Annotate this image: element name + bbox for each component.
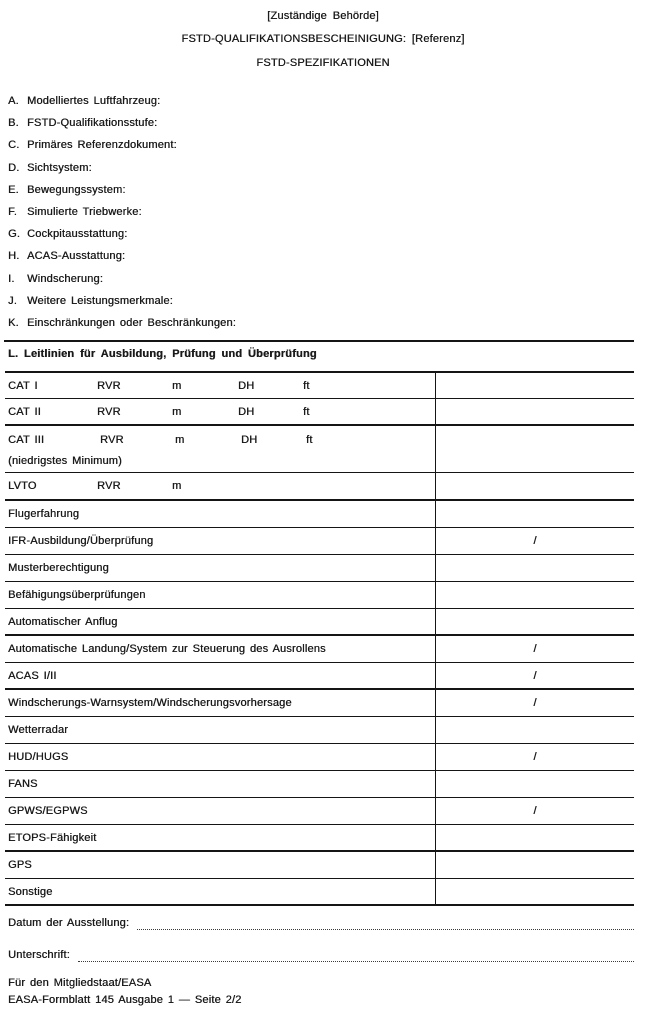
item-letter: I. [8, 272, 15, 285]
row-label-cell [5, 690, 436, 716]
authority-line: [Zuständige Behörde] [267, 10, 379, 22]
row-value-cell [436, 798, 634, 824]
dh-label: DH [238, 379, 255, 392]
row-label: Windscherungs-Warnsystem/Windscherungsvorhersage [8, 697, 292, 709]
row-value-slash: / [533, 669, 537, 682]
row-note: (niedrigstes Minimum) [8, 455, 122, 467]
row-label-cell [5, 373, 436, 398]
item-label: Primäres Referenzdokument: [27, 139, 177, 152]
row-label: GPWS/EGPWS [8, 805, 88, 817]
issue-date-fill-line [137, 917, 634, 930]
footer [8, 975, 241, 1010]
item-label: Bewegungssystem: [27, 183, 126, 196]
row-value-cell [436, 717, 634, 743]
row-label-cell [5, 399, 436, 424]
spec-item-i [8, 268, 636, 290]
row-label-cell [5, 609, 436, 634]
row-label: CAT I [8, 379, 38, 392]
rvr-label: RVR [100, 434, 124, 446]
item-letter: D. [8, 161, 20, 174]
row-value-cell [436, 771, 634, 797]
signature-row [8, 949, 634, 963]
table-row-cat1 [5, 373, 634, 399]
table-row-ifr [5, 528, 634, 555]
row-label: Wetterradar [8, 724, 69, 736]
spec-item-c [8, 134, 636, 156]
table-row-gpws [5, 798, 634, 825]
table-row-flugerfahrung [5, 501, 634, 528]
row-label-cell [5, 636, 436, 662]
row-value-cell [436, 879, 634, 904]
item-label: Einschränkungen oder Beschränkungen: [27, 317, 236, 330]
row-label-line [8, 429, 435, 451]
row-label-cell [5, 825, 436, 850]
dh-label: DH [241, 434, 258, 446]
row-label: Sonstige [8, 885, 53, 898]
row-value-cell [436, 852, 634, 878]
meters-label: m [172, 379, 182, 392]
row-label-cell [5, 852, 436, 878]
rvr-label: RVR [97, 405, 121, 418]
item-label: Simulierte Triebwerke: [27, 206, 142, 219]
row-label: CAT II [8, 405, 41, 418]
dh-label: DH [238, 405, 255, 418]
row-label-cell [5, 582, 436, 608]
feet-label: ft [306, 434, 313, 446]
row-label: ETOPS-Fähigkeit [8, 831, 97, 844]
row-value-slash: / [533, 643, 537, 655]
table-row-windscherung [5, 690, 634, 717]
row-value-cell [436, 399, 634, 424]
row-value-cell [436, 663, 634, 688]
row-value-cell [436, 636, 634, 662]
table-row-lvto [5, 473, 634, 501]
footer-form-reference: EASA-Formblatt 145 Ausgabe 1 — Seite 2/2 [8, 994, 242, 1007]
row-label-cell [5, 555, 436, 581]
item-letter: F. [8, 206, 17, 219]
row-label: LVTO [8, 480, 37, 492]
table-row-cat3 [5, 426, 634, 473]
row-label: GPS [8, 859, 32, 871]
spec-item-e [8, 179, 636, 201]
item-label: Modelliertes Luftfahrzeug: [27, 95, 161, 107]
item-label: Cockpitausstattung: [27, 228, 128, 241]
row-value-slash: / [533, 751, 537, 763]
row-label-cell [5, 663, 436, 688]
item-label: Windscherung: [27, 272, 103, 285]
row-label-cell [5, 798, 436, 824]
table-row-fans [5, 771, 634, 798]
table-row-befaehigung [5, 582, 634, 609]
row-value-cell [436, 501, 634, 527]
row-label-cell [5, 879, 436, 904]
meters-label: m [172, 405, 182, 418]
item-label: Sichtsystem: [27, 161, 92, 174]
guidelines-table [5, 371, 634, 906]
item-label: Weitere Leistungsmerkmale: [27, 294, 173, 307]
item-letter: G. [8, 228, 21, 241]
row-label-cell [5, 717, 436, 743]
item-letter: B. [8, 117, 19, 130]
row-label-cell [5, 473, 436, 499]
row-label-cell [5, 426, 436, 472]
guidelines-heading: L. Leitlinien für Ausbildung, Prüfung und Überprüfung [8, 348, 317, 360]
issue-date-label: Datum der Ausstellung: [8, 917, 130, 929]
feet-label: ft [303, 405, 310, 418]
row-value-slash: / [533, 805, 537, 817]
row-value-cell [436, 609, 634, 634]
row-label: Automatische Landung/System zur Steuerung des Ausrollens [8, 643, 326, 655]
row-value-slash: / [533, 535, 537, 547]
spec-item-d [8, 157, 636, 179]
signature-label: Unterschrift: [8, 949, 70, 961]
table-row-acas [5, 663, 634, 690]
spec-item-g [8, 223, 636, 245]
row-label-cell [5, 744, 436, 770]
row-value-cell [436, 555, 634, 581]
item-letter: A. [8, 95, 19, 107]
item-label: FSTD-Qualifikationsstufe: [27, 117, 158, 130]
issue-date-row [8, 917, 634, 931]
footer-member-state: Für den Mitgliedstaat/EASA [8, 977, 152, 989]
rvr-label: RVR [97, 379, 121, 392]
spec-item-f [8, 201, 636, 223]
spec-item-j [8, 290, 636, 312]
row-label-cell [5, 501, 436, 527]
spec-item-k [8, 312, 636, 334]
table-row-sonstige [5, 879, 634, 906]
item-letter: K. [8, 317, 19, 330]
row-label: Flugerfahrung [8, 508, 80, 520]
row-value-cell [436, 473, 634, 499]
row-label: FANS [8, 778, 38, 790]
table-row-cat2 [5, 399, 634, 426]
document-subtitle: FSTD-SPEZIFIKATIONEN [256, 57, 390, 69]
spec-item-a [8, 90, 636, 112]
row-value-cell [436, 373, 634, 398]
row-value-cell [436, 825, 634, 850]
row-value-cell [436, 528, 634, 554]
item-letter: C. [8, 139, 20, 152]
rvr-label: RVR [97, 480, 121, 492]
table-row-etops [5, 825, 634, 852]
row-value-cell [436, 426, 634, 472]
spec-item-list [8, 90, 636, 334]
meters-label: m [175, 434, 185, 446]
meters-label: m [172, 480, 182, 492]
table-row-gps [5, 852, 634, 879]
item-letter: J. [8, 294, 17, 307]
row-label: Musterberechtigung [8, 562, 109, 574]
row-label-cell [5, 771, 436, 797]
row-label: ACAS I/II [8, 669, 57, 682]
item-letter: E. [8, 183, 19, 196]
row-label-cell [5, 528, 436, 554]
row-label: Automatischer Anflug [8, 615, 118, 628]
item-label: ACAS-Ausstattung: [27, 250, 126, 263]
table-row-hud [5, 744, 634, 771]
row-label: CAT III [8, 434, 45, 446]
row-label: IFR-Ausbildung/Überprüfung [8, 535, 154, 547]
row-label: HUD/HUGS [8, 751, 69, 763]
row-value-cell [436, 582, 634, 608]
document-title: FSTD-QUALIFIKATIONSBESCHEINIGUNG: [Referenz] [181, 33, 465, 45]
signature-fill-line [78, 949, 634, 962]
row-value-cell [436, 690, 634, 716]
table-row-musterberechtigung [5, 555, 634, 582]
table-row-autom-anflug [5, 609, 634, 636]
section-divider [4, 340, 634, 342]
row-label: Befähigungsüberprüfungen [8, 589, 146, 601]
item-letter: H. [8, 250, 20, 263]
table-row-wetterradar [5, 717, 634, 744]
table-row-autom-landung [5, 636, 634, 663]
feet-label: ft [303, 379, 310, 392]
row-value-slash: / [533, 697, 537, 709]
row-value-cell [436, 744, 634, 770]
spec-item-b [8, 112, 636, 134]
spec-item-h [8, 245, 636, 267]
